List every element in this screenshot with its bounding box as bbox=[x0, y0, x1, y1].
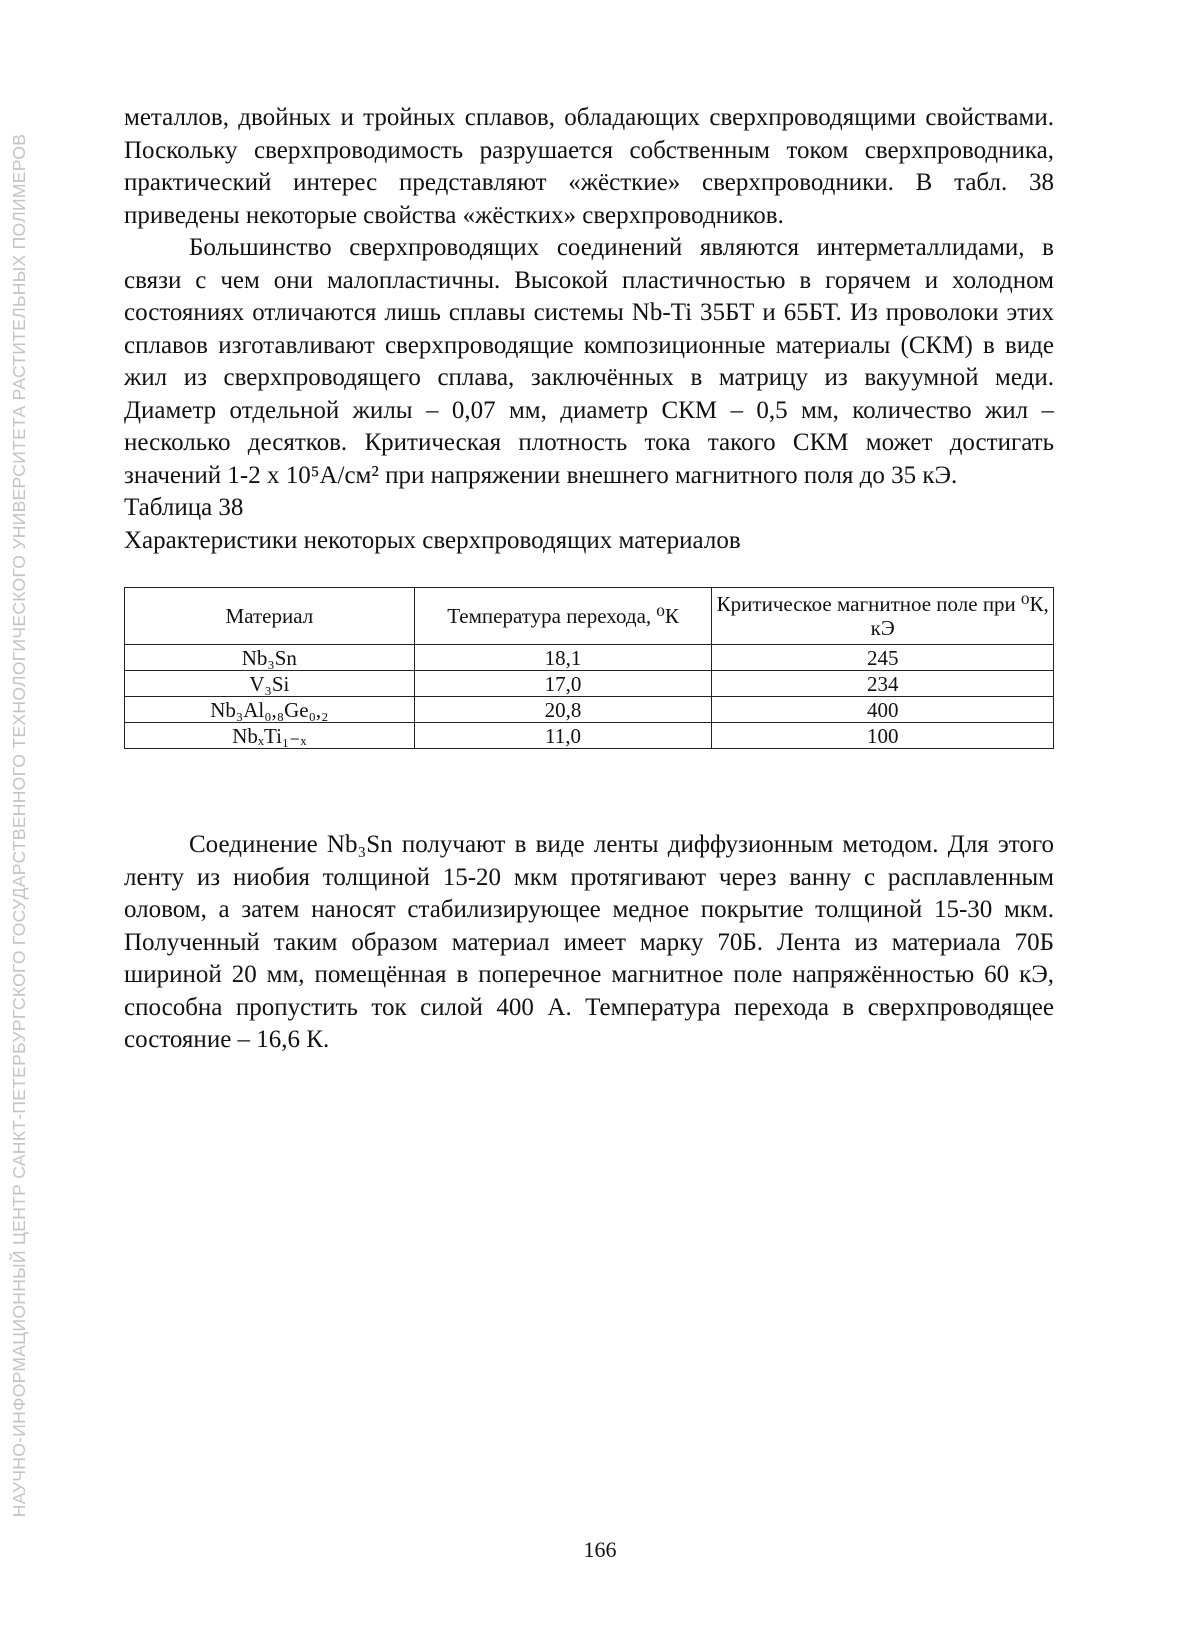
cell-field: 400 bbox=[712, 697, 1054, 723]
cell-material: V₃Si bbox=[125, 671, 415, 697]
paragraph-2: Большинство сверхпроводящих соединений являются интерметаллидами, в связи с чем они малопластичны. Высокой пластичностью в горячем и холодном состояниях отличаются лишь сплавы системы Nb-Ti 35БТ и 65БТ. Из проволоки этих сплавов изготавливают сверхпроводящие композиционные материалы (СКМ) в виде жил из сверхпроводящего сплава, заключённых в матрицу из вакуумной меди. Диаметр отдельной жилы – 0,07 мм, диаметр СКМ – 0,5 мм, количество жил – несколько десятков. Критическая плотность тока такого СКМ может достигать значений 1-2 x 10⁵A/см² при напряжении внешнего магнитного поля до 35 кЭ. bbox=[124, 234, 1054, 489]
table-number: Таблица 38 bbox=[124, 494, 244, 521]
cell-material: NbₓTi₁₋ₓ bbox=[125, 723, 415, 749]
cell-material: Nb₃Sn bbox=[125, 645, 415, 671]
paragraph-3: Соединение Nb₃Sn получают в виде ленты диффузионным методом. Для этого ленту из ниобия толщиной 15-20 мкм протягивают через ванну с расплавленным оловом, а затем наносят стабилизирующее медное покрытие толщиной 15-30 мкм. Полученный таким образом материал имеет марку 70Б. Лента из материала 70Б шириной 20 мм, помещённая в поперечное магнитное поле напряжённостью 60 кЭ, способна пропустить ток силой 400 А. Температура перехода в сверхпроводящее состояние – 16,6 К. bbox=[124, 831, 1054, 1053]
library-watermark bbox=[2, 0, 38, 1650]
header-material: Материал bbox=[125, 588, 415, 645]
header-critical-field: Критическое магнитное поле при ⁰К, кЭ bbox=[712, 588, 1054, 645]
cell-field: 245 bbox=[712, 645, 1054, 671]
cell-temperature: 11,0 bbox=[414, 723, 712, 749]
table-caption: Характеристики некоторых сверхпроводящих материалов bbox=[124, 526, 741, 554]
cell-temperature: 20,8 bbox=[414, 697, 712, 723]
watermark-text: НАУЧНО-ИНФОРМАЦИОННЫЙ ЦЕНТР САНКТ-ПЕТЕРБУРГСКОГО ГОСУДАРСТВЕННОГО ТЕХНОЛОГИЧЕСКОГО УНИВЕРСИТЕТА РАСТИТЕЛЬНЫХ ПОЛИМЕРОВ bbox=[9, 133, 30, 1517]
cell-temperature: 17,0 bbox=[414, 671, 712, 697]
cell-field: 234 bbox=[712, 671, 1054, 697]
cell-field: 100 bbox=[712, 723, 1054, 749]
page-content bbox=[124, 102, 1054, 1057]
table-row bbox=[125, 671, 1054, 697]
table-header-row bbox=[125, 588, 1054, 645]
table-row bbox=[125, 697, 1054, 723]
table-row bbox=[125, 723, 1054, 749]
table-row bbox=[125, 645, 1054, 671]
materials-table bbox=[124, 587, 1054, 749]
cell-material: Nb₃Al₀,₈Ge₀,₂ bbox=[125, 697, 415, 723]
cell-temperature: 18,1 bbox=[414, 645, 712, 671]
page-number: 166 bbox=[583, 1537, 617, 1562]
header-transition-temperature: Температура перехода, ⁰К bbox=[414, 588, 712, 645]
paragraph-1: металлов, двойных и тройных сплавов, обладающих сверхпроводящими свойствами. Поскольку сверхпроводимость разрушается собственным током сверхпроводника, практический интерес представляют «жёсткие» сверхпроводники. В табл. 38 приведены некоторые свойства «жёстких» сверхпроводников. bbox=[124, 104, 1054, 229]
